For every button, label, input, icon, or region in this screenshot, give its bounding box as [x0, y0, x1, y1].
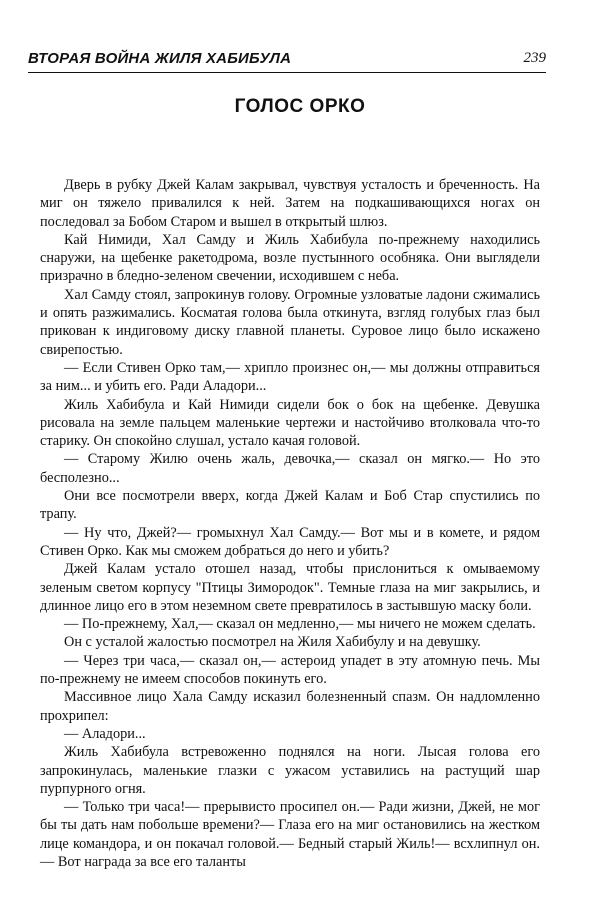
- paragraph: — Аладори...: [64, 725, 146, 742]
- paragraph: — Только три часа!— прерывисто просипел он.— Ради жизни, Джей, не мог бы ты дать нам побольше времени?— Глаза его на миг остановились на жестком лице командора, и он покачал головой.— Бедный старый Жиль!— всхлипнул он.— Вот награда за все его таланты: [40, 799, 540, 870]
- paragraph: — Через три часа,— сказал он,— астероид упадет в эту атомную печь. Мы по-прежнему не имеем способов покинуть его.: [40, 652, 540, 688]
- paragraph: — Ну что, Джей?— громыхнул Хал Самду.— Вот мы и в комете, и рядом Стивен Орко. Как мы сможем добраться до него и убить?: [40, 524, 540, 559]
- paragraph: — Старому Жилю очень жаль, девочка,— сказал он мягко.— Но это бесполезно...: [40, 451, 540, 486]
- page-number: 239: [523, 50, 546, 66]
- paragraph: Дверь в рубку Джей Калам закрывал, чувствуя усталость и бреченность. На миг он тяжело привалился к ней. Затем на подкашивающихся ногах он последовал за Бобом Старом и вышел в открытый шлюз.: [40, 177, 540, 230]
- running-header: [28, 50, 546, 73]
- running-title: ВТОРАЯ ВОЙНА ЖИЛЯ ХАБИБУЛА: [28, 50, 292, 67]
- paragraph: Они все посмотрели вверх, когда Джей Калам и Боб Стар спустились по трапу.: [40, 488, 540, 523]
- paragraph: Кай Нимиди, Хал Самду и Жиль Хабибула по-прежнему находились снаружи, на щебенке ракетодрома, возле пустынного особняка. Они выглядели призрачно в бледно-зеленом свечении, исходившем с неба.: [40, 231, 540, 285]
- chapter-title: ГОЛОС ОРКО: [234, 96, 366, 117]
- paragraph: Он с усталой жалостью посмотрел на Жиля Хабибулу и на девушку.: [64, 634, 481, 651]
- paragraph: — Если Стивен Орко там,— хрипло произнес он,— мы должны отправиться за ним... и убить его. Ради Аладори...: [40, 359, 540, 395]
- paragraph: Джей Калам устало отошел назад, чтобы прислониться к омываемому зеленым светом корпусу "Птицы Зимородок". Темные глаза на миг закрылись, и длинное лицо его в этом неземном свете превратилось в застывшую маску боли.: [40, 561, 540, 614]
- paragraph: Жиль Хабибула встревоженно поднялся на ноги. Лысая голова его запрокинулась, маленькие глазки с ужасом уставились на растущий шар пурпурного огня.: [40, 744, 540, 797]
- paragraph: Хал Самду стоял, запрокинув голову. Огромные узловатые ладони сжимались и опять разжимались. Косматая голова была откинута, взгляд голубых глаз был прикован к индиговому диску главной планеты. Суровое лицо было искажено свирепостью.: [40, 286, 540, 358]
- paragraph: Жиль Хабибула и Кай Нимиди сидели бок о бок на щебенке. Девушка рисовала на земле пальцем маленькие чертежи и настойчиво втолковала что-то старику. Он спокойно слушал, устало качая головой.: [40, 396, 540, 450]
- paragraph: — По-прежнему, Хал,— сказал он медленно,— мы ничего не можем сделать.: [64, 616, 536, 633]
- body-text: [40, 176, 540, 871]
- paragraph: Массивное лицо Хала Самду исказил болезненный спазм. Он надломленно прохрипел:: [40, 689, 540, 724]
